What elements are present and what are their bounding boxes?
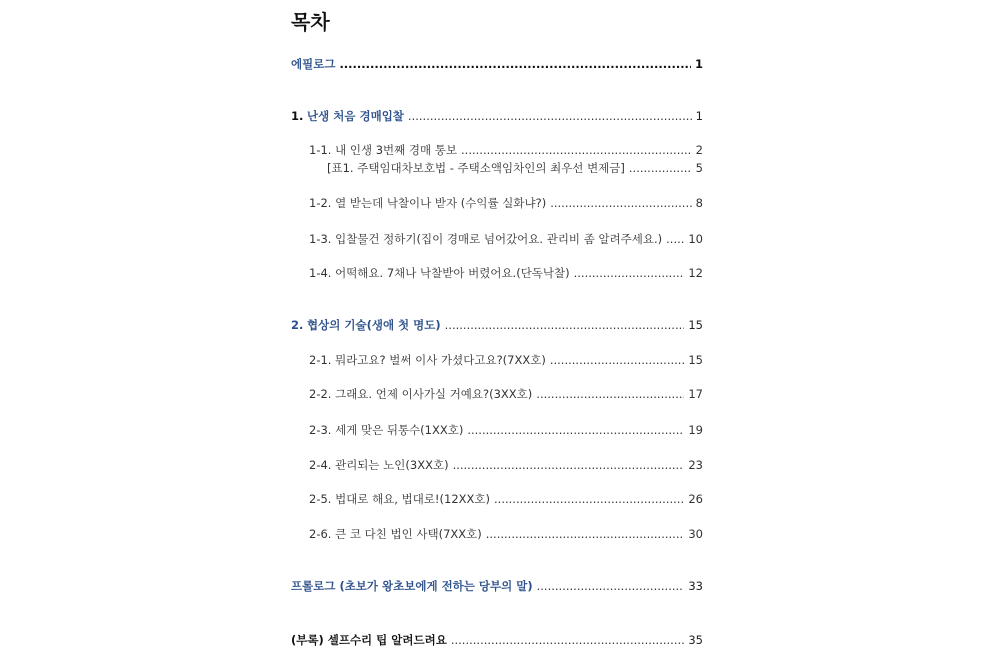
toc-page-number: 15 — [688, 353, 703, 367]
toc-entry-label: 2-4. 관리되는 노인(3XX호) — [309, 458, 449, 472]
toc-entry-label: 1-1. 내 인생 3번째 경매 통보 — [309, 143, 458, 157]
dot-leader — [408, 108, 692, 124]
toc-entry-2-6[interactable] — [309, 526, 703, 542]
toc-entry-2-1[interactable] — [309, 352, 703, 368]
toc-page-number: 2 — [695, 143, 703, 157]
toc-entry-label: 1-4. 어떡해요. 7채나 낙찰받아 버렸어요.(단독낙찰) — [309, 266, 570, 280]
toc-entry-1-2[interactable] — [309, 195, 703, 211]
toc-entry-2-3[interactable] — [309, 422, 703, 438]
toc-page-number: 1 — [694, 57, 703, 71]
toc-entry-label: 2-3. 세게 맞은 뒤통수(1XX호) — [309, 423, 464, 437]
dot-leader — [339, 56, 691, 72]
dot-leader — [461, 142, 692, 158]
dot-leader — [451, 632, 685, 648]
toc-entry-label: 에필로그 — [291, 57, 336, 71]
toc-entry-table-1[interactable] — [327, 160, 703, 176]
dot-leader — [445, 317, 685, 333]
toc-entry-label: 2-2. 그래요. 언제 이사가실 거예요?(3XX호) — [309, 387, 533, 401]
toc-page-number: 33 — [688, 579, 703, 593]
dot-leader — [494, 491, 684, 507]
dot-leader — [467, 422, 684, 438]
toc-entry-label: 1-2. 열 받는데 낙찰이나 받자 (수익률 실화냐?) — [309, 196, 547, 210]
toc-entry-chapter-2[interactable] — [291, 317, 703, 333]
toc-page-number: 8 — [695, 196, 703, 210]
toc-page-number: 23 — [688, 458, 703, 472]
toc-page-number: 12 — [688, 266, 703, 280]
toc-entry-label: 2-5. 법대로 해요, 법대로!(12XX호) — [309, 492, 491, 506]
toc-entry-label: 프롤로그 (초보가 왕초보에게 전하는 당부의 말) — [291, 579, 533, 593]
toc-page-number: 1 — [695, 109, 703, 123]
toc-entry-label: 2-1. 뭐라고요? 벌써 이사 가셨다고요?(7XX호) — [309, 353, 546, 367]
toc-entry-appendix[interactable] — [291, 632, 703, 648]
chapter-title: 협상의 기술(생애 첫 명도) — [307, 318, 441, 332]
toc-page-number: 30 — [688, 527, 703, 541]
toc-entry-label: [표1. 주택임대차보호법 - 주택소액임차인의 최우선 변제금] — [327, 161, 625, 175]
dot-leader — [550, 195, 691, 211]
toc-page-number: 26 — [688, 492, 703, 506]
dot-leader — [453, 457, 685, 473]
toc-entry-label — [291, 108, 408, 124]
dot-leader — [486, 526, 685, 542]
toc-title: 목차 — [291, 10, 330, 34]
toc-page-number: 35 — [688, 633, 703, 647]
toc-entry-2-2[interactable] — [309, 386, 703, 402]
toc-entry-prologue[interactable] — [291, 578, 703, 594]
chapter-number: 1. — [291, 109, 304, 123]
chapter-title: 난생 처음 경매입찰 — [307, 109, 404, 123]
toc-entry-1-1[interactable] — [309, 142, 703, 158]
chapter-number: 2. — [291, 318, 304, 332]
dot-leader — [537, 578, 685, 594]
toc-page-number: 10 — [688, 232, 703, 246]
dot-leader — [550, 352, 685, 368]
dot-leader — [629, 160, 692, 176]
toc-entry-epilogue[interactable] — [291, 56, 703, 72]
toc-entry-1-4[interactable] — [309, 265, 703, 281]
toc-entry-2-5[interactable] — [309, 491, 703, 507]
toc-entry-label: 1-3. 입찰물건 정하기(집이 경매로 넘어갔어요. 관리비 좀 알려주세요.) — [309, 232, 663, 246]
toc-entry-1-3[interactable] — [309, 231, 703, 247]
toc-page-number: 5 — [695, 161, 703, 175]
toc-page-number: 15 — [688, 318, 703, 332]
toc-entry-chapter-1[interactable] — [291, 108, 703, 124]
toc-page-number: 17 — [688, 387, 703, 401]
toc-page-number: 19 — [688, 423, 703, 437]
dot-leader — [536, 386, 684, 402]
dot-leader — [574, 265, 685, 281]
dot-leader — [666, 231, 684, 247]
toc-entry-2-4[interactable] — [309, 457, 703, 473]
toc-entry-label: (부록) 셀프수리 팁 알려드려요 — [291, 633, 447, 647]
toc-entry-label — [291, 317, 445, 333]
toc-entry-label: 2-6. 큰 코 다친 법인 사택(7XX호) — [309, 527, 482, 541]
